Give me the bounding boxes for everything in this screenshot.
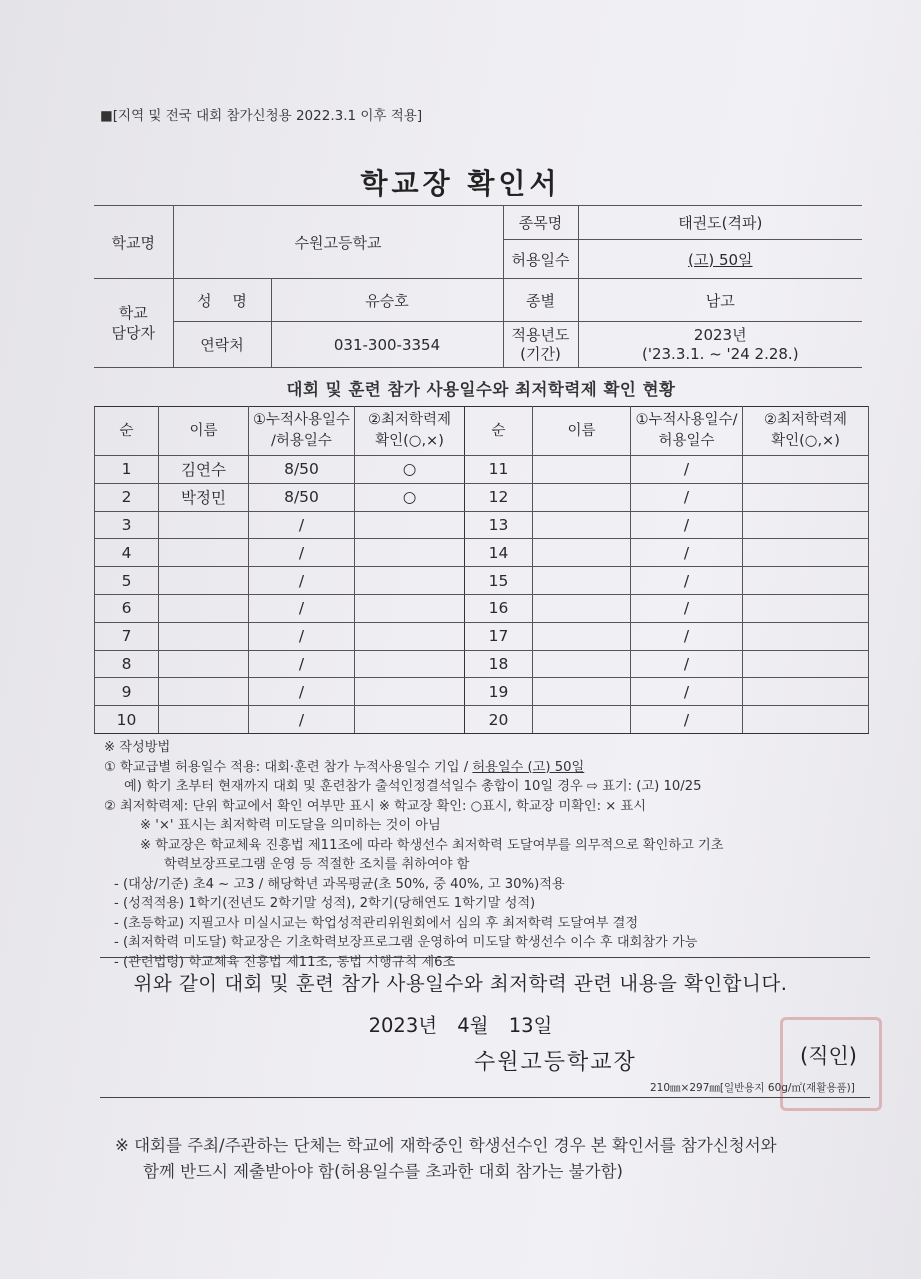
left-days-cell: / <box>249 678 355 706</box>
right-no-cell: 20 <box>465 706 533 734</box>
right-acad-cell <box>743 706 869 734</box>
note-1-example: 예) 학기 초부터 현재까지 대회 및 훈련참가 출석인정결석일수 총합이 10일 경우 ⇨ 표기: (고) 10/25 <box>124 779 702 794</box>
bullet-2: - (성적적용) 1학기(전년도 2학기말 성적), 2학기(당해연도 1학기말 성적) <box>114 896 536 911</box>
right-name-cell <box>533 706 631 734</box>
left-days-cell: / <box>249 650 355 678</box>
right-acad-cell <box>743 594 869 622</box>
right-no-cell: 15 <box>465 567 533 595</box>
note-1 <box>104 758 874 778</box>
right-days-cell: / <box>631 483 743 511</box>
left-acad-cell <box>355 650 465 678</box>
left-name-cell: 김연수 <box>159 456 249 484</box>
right-name-cell <box>533 511 631 539</box>
left-acad-cell <box>355 622 465 650</box>
right-name-cell <box>533 678 631 706</box>
right-name-cell <box>533 594 631 622</box>
event-value: 태권도(격파) <box>578 206 862 240</box>
right-name-cell <box>533 456 631 484</box>
header-days-right <box>631 407 743 456</box>
right-days-cell: / <box>631 622 743 650</box>
header-days-right-l2: 허용일수 <box>658 433 715 449</box>
right-no-cell: 16 <box>465 594 533 622</box>
right-days-cell: / <box>631 539 743 567</box>
left-name-cell <box>159 539 249 567</box>
left-name-cell <box>159 678 249 706</box>
right-no-cell: 14 <box>465 539 533 567</box>
table-row <box>95 622 869 650</box>
right-acad-cell <box>743 567 869 595</box>
footer-note <box>115 1133 777 1185</box>
header-days-left-l2: /허용일수 <box>271 433 332 449</box>
left-no-cell: 8 <box>95 650 159 678</box>
header-days-right-l1: ①누적사용일수/ <box>635 412 738 428</box>
document-title: 학교장 확인서 <box>360 167 561 200</box>
right-no-cell: 17 <box>465 622 533 650</box>
seal-label: (직인) <box>800 1044 857 1068</box>
left-no-cell: 9 <box>95 678 159 706</box>
signer-name: 수원고등학교장 <box>474 1050 637 1075</box>
type-label: 종별 <box>503 279 578 322</box>
left-no-cell: 6 <box>95 594 159 622</box>
event-label: 종목명 <box>503 206 578 240</box>
note-3: ※ '×' 표시는 최저학력 미도달을 의미하는 것이 아님 <box>140 818 441 833</box>
left-name-cell <box>159 594 249 622</box>
year-value <box>578 322 862 368</box>
footer-line-2: 함께 반드시 제출받아야 함(허용일수를 초과한 대회 참가는 불가함) <box>143 1162 623 1181</box>
right-no-cell: 11 <box>465 456 533 484</box>
right-days-cell: / <box>631 706 743 734</box>
note-1-text: ① 학교급별 허용일수 적용: 대회·훈련 참가 누적사용일수 기입 / <box>104 759 473 775</box>
manager-label <box>94 279 173 368</box>
right-days-cell: / <box>631 678 743 706</box>
header-acad-right-l2: 확인(○,×) <box>771 433 840 449</box>
year-label-line1: 적용년도 <box>511 325 570 344</box>
note-2: ② 최저학력제: 단위 학교에서 확인 여부만 표시 ※ 학교장 확인: ○표시, 학교장 미확인: × 표시 <box>104 798 647 814</box>
footer-line-1: ※ 대회를 주최/주관하는 단체는 학교에 재학중인 학생선수인 경우 본 확인서를 참가신청서와 <box>115 1136 777 1155</box>
manager-label-line1: 학교 <box>118 304 148 322</box>
right-no-cell: 18 <box>465 650 533 678</box>
confirmation-date: 2023년 4월 13일 <box>368 1014 553 1037</box>
left-no-cell: 3 <box>95 511 159 539</box>
right-name-cell <box>533 567 631 595</box>
left-acad-cell: ○ <box>355 483 465 511</box>
right-name-cell <box>533 622 631 650</box>
person-name-value: 유승호 <box>271 279 503 322</box>
left-no-cell: 10 <box>95 706 159 734</box>
right-days-cell: / <box>631 511 743 539</box>
left-acad-cell <box>355 678 465 706</box>
header-acad-right <box>743 407 869 456</box>
left-no-cell: 7 <box>95 622 159 650</box>
divider-bottom <box>100 1097 870 1098</box>
header-acad-left-l2: 확인(○,×) <box>375 433 444 449</box>
table-row <box>95 650 869 678</box>
left-acad-cell <box>355 539 465 567</box>
year-label <box>503 322 578 368</box>
table-row <box>95 483 869 511</box>
left-days-cell: 8/50 <box>249 483 355 511</box>
table-row <box>95 706 869 734</box>
left-name-cell <box>159 511 249 539</box>
left-acad-cell <box>355 594 465 622</box>
left-days-cell: / <box>249 594 355 622</box>
header-days-left <box>249 407 355 456</box>
header-name-left: 이름 <box>159 407 249 456</box>
right-acad-cell <box>743 650 869 678</box>
left-acad-cell: ○ <box>355 456 465 484</box>
left-name-cell <box>159 706 249 734</box>
left-days-cell: / <box>249 511 355 539</box>
left-days-cell: / <box>249 706 355 734</box>
period-value: ('23.3.1. ~ '24 2.28.) <box>641 344 799 363</box>
right-no-cell: 12 <box>465 483 533 511</box>
bullet-5: - (관련법령) 학교체육 진흥법 제11조, 동법 시행규칙 제6조 <box>114 954 456 970</box>
contact-label: 연락처 <box>173 322 271 368</box>
left-name-cell <box>159 622 249 650</box>
left-no-cell: 1 <box>95 456 159 484</box>
notes-heading: ※ 작성방법 <box>104 740 171 755</box>
note-4-cont: 학력보장프로그램 운영 등 적절한 조치를 취하여야 함 <box>164 857 470 872</box>
right-name-cell <box>533 650 631 678</box>
table-row <box>95 678 869 706</box>
section-title: 대회 및 훈련 참가 사용일수와 최저학력제 확인 현황 <box>286 380 676 399</box>
manager-label-line2: 담당자 <box>111 324 155 342</box>
header-no-left: 순 <box>95 407 159 456</box>
person-name-label: 성 명 <box>173 279 271 322</box>
year-value-line1: 2023년 <box>693 325 747 344</box>
right-acad-cell <box>743 622 869 650</box>
table-row <box>95 539 869 567</box>
school-name-label: 학교명 <box>94 206 173 279</box>
bullet-4: - (최저학력 미도달) 학교장은 기초학력보장프로그램 운영하여 미도달 학생선수 이수 후 대회참가 가능 <box>114 935 698 950</box>
right-acad-cell <box>743 539 869 567</box>
type-value: 남고 <box>578 279 862 322</box>
header-acad-right-l1: ②최저학력제 <box>763 412 848 428</box>
allowed-days-value: (고) 50일 <box>687 250 753 269</box>
table-row <box>95 456 869 484</box>
left-acad-cell <box>355 567 465 595</box>
right-acad-cell <box>743 511 869 539</box>
right-days-cell: / <box>631 567 743 595</box>
school-info-table <box>94 205 862 368</box>
year-label-line2: (기간) <box>520 344 561 363</box>
note-4: ※ 학교장은 학교체육 진흥법 제11조에 따라 학생선수 최저학력 도달여부를 의무적으로 확인하고 기초 <box>140 837 724 853</box>
header-acad-left-l1: ②최저학력제 <box>367 412 452 428</box>
left-acad-cell <box>355 511 465 539</box>
allowed-days-cell <box>578 240 862 279</box>
left-name-cell <box>159 650 249 678</box>
header-acad-left <box>355 407 465 456</box>
table-row <box>95 594 869 622</box>
divider-top <box>100 957 870 958</box>
right-days-cell: / <box>631 594 743 622</box>
header-no-right: 순 <box>465 407 533 456</box>
table-row <box>95 511 869 539</box>
bullet-1: - (대상/기준) 초4 ~ 고3 / 해당학년 과목평균(초 50%, 중 40%, 고 30%)적용 <box>114 876 565 892</box>
instructions <box>104 738 874 972</box>
header-days-left-l1: ①누적사용일수 <box>252 412 351 428</box>
header-name-right: 이름 <box>533 407 631 456</box>
left-name-cell <box>159 567 249 595</box>
left-name-cell: 박정민 <box>159 483 249 511</box>
right-name-cell <box>533 483 631 511</box>
school-name-value: 수원고등학교 <box>173 206 503 279</box>
paper-spec: 210㎜×297㎜[일반용지 60g/㎡(재활용품)] <box>650 1082 855 1094</box>
left-days-cell: / <box>249 622 355 650</box>
right-days-cell: / <box>631 650 743 678</box>
contact-value: 031-300-3354 <box>271 322 503 368</box>
bullet-3: - (초등학교) 지필고사 미실시교는 학업성적관리위원회에서 심의 후 최저학력 도달여부 결정 <box>114 915 639 931</box>
left-days-cell: 8/50 <box>249 456 355 484</box>
left-no-cell: 4 <box>95 539 159 567</box>
right-name-cell <box>533 539 631 567</box>
right-days-cell: / <box>631 456 743 484</box>
left-days-cell: / <box>249 539 355 567</box>
left-no-cell: 2 <box>95 483 159 511</box>
right-acad-cell <box>743 483 869 511</box>
right-no-cell: 13 <box>465 511 533 539</box>
left-no-cell: 5 <box>95 567 159 595</box>
right-acad-cell <box>743 678 869 706</box>
form-header-note: ■[지역 및 전국 대회 참가신청용 2022.3.1 이후 적용] <box>100 108 423 124</box>
left-acad-cell <box>355 706 465 734</box>
status-table <box>94 406 869 734</box>
right-no-cell: 19 <box>465 678 533 706</box>
table-row <box>95 567 869 595</box>
note-1-allowed: 허용일수 (고) 50일 <box>472 759 585 775</box>
confirmation-text: 위와 같이 대회 및 훈련 참가 사용일수와 최저학력 관련 내용을 확인합니다. <box>133 972 788 995</box>
allowed-days-label: 허용일수 <box>503 240 578 279</box>
right-acad-cell <box>743 456 869 484</box>
left-days-cell: / <box>249 567 355 595</box>
